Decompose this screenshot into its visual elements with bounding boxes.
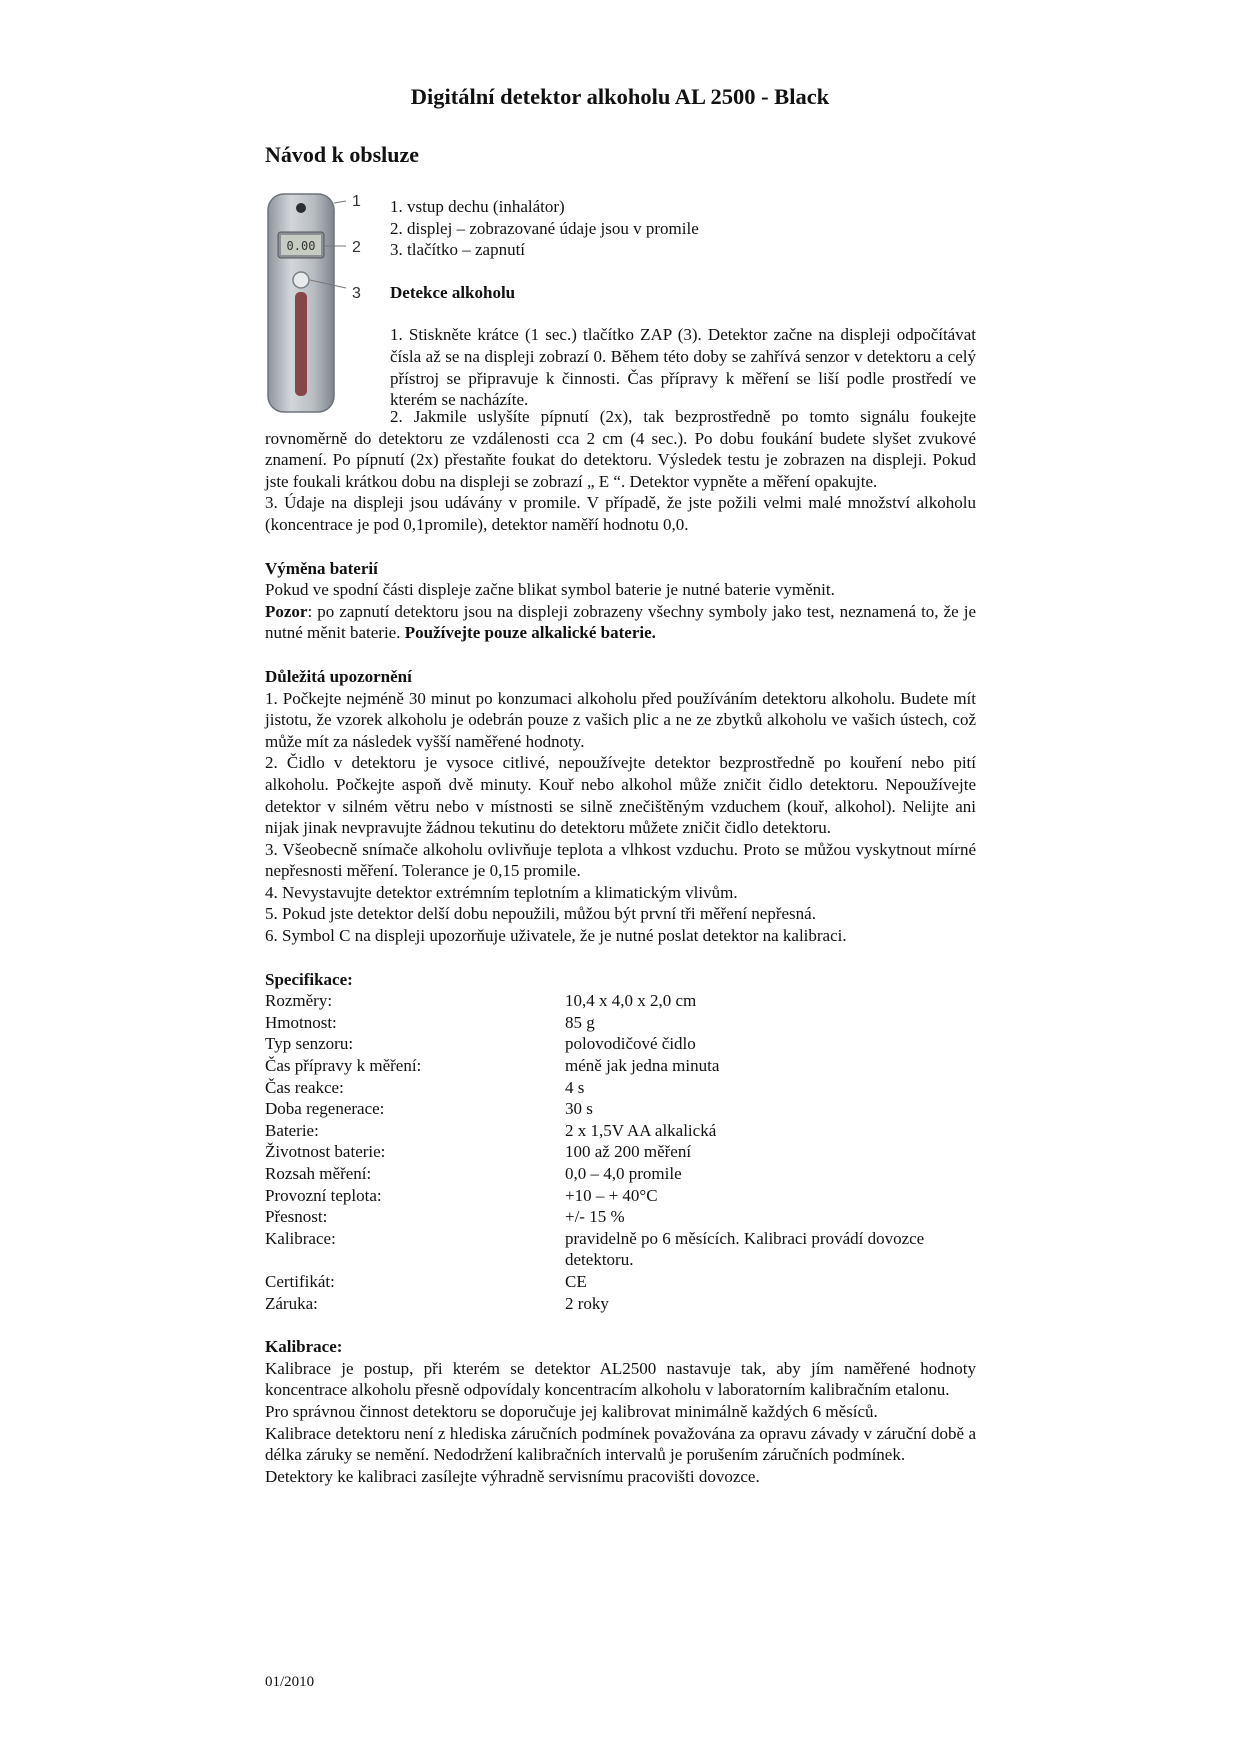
notice-item: 6. Symbol C na displeji upozorňuje uživatele, že je nutné poslat detektor na kalibraci. (265, 926, 847, 946)
spec-row: Certifikát: CE (265, 1271, 587, 1291)
part-item: 2. displej – zobrazované údaje jsou v promile (390, 218, 699, 238)
specs-heading: Specifikace: (265, 969, 353, 989)
document-title: Digitální detektor alkoholu AL 2500 - Black (410, 84, 830, 109)
battery-heading: Výměna baterií (265, 558, 378, 578)
device-display-reading: 0.00 (286, 239, 316, 253)
power-button (293, 272, 309, 288)
detection-step-3: 3. Údaje na displeji jsou udávány v promile. V případě, že jste požili velmi malé množství alkoholu (koncentrace je pod 0,1promile), detektor naměří hodnotu 0,0. (265, 493, 976, 534)
footer-date: 01/2010 (265, 1674, 315, 1690)
detection-heading: Detekce alkoholu (390, 282, 516, 302)
part-item: 3. tlačítko – zapnutí (390, 240, 526, 260)
spec-row: Provozní teplota: +10 – + 40°C (265, 1185, 658, 1205)
spec-row: Čas přípravy k měření: méně jak jedna minuta (265, 1056, 720, 1076)
notice-item: 1. Počkejte nejméně 30 minut po konzumaci alkoholu před používáním detektoru alkoholu. Budete mít jistotu, že vzorek alkoholu je odebrán pouze z vašich plic a ne ze zbytků alkoholu ve vašich ústech, což může mít za následek vyšší naměřené hodnoty. (265, 688, 976, 751)
spec-row: Životnost baterie: 100 až 200 měření (265, 1142, 692, 1162)
calibration-paragraph: Kalibrace je postup, při kterém se detektor AL2500 nastavuje tak, aby jím naměřené hodnoty koncentrace alkoholu přesně odpovídaly koncentracím alkoholu v laboratorním kalibračním etalonu. (265, 1358, 976, 1400)
notice-item: 2. Čidlo v detektoru je vysoce citlivé, nepoužívejte detektor bezprostředně po kouření nebo pití alkoholu. Počkejte aspoň dvě minuty. Kouř nebo alkohol může zničit čidlo detektoru. Nepoužívejte detektor v silném větru nebo v místnosti se silně znečištěným vzduchem (kouř, alkohol). Nelijte ani nijak jinak nevpravujte žádnou tekutinu do detektoru můžete zničit čidlo detektoru. (265, 753, 976, 838)
warning-label: Pozor (265, 601, 308, 621)
spec-row: Kalibrace: pravidelně po 6 měsících. Kalibraci provádí dovozce detektoru. (265, 1228, 925, 1270)
callout-2: 2 (352, 239, 361, 256)
notice-item: 3. Všeobecně snímače alkoholu ovlivňuje teplota a vlhkost vzduchu. Proto se můžou vyskytnout mírné nepřesnosti měření. Tolerance je 0,15 promile. (265, 839, 976, 881)
calibration-heading: Kalibrace: (265, 1337, 343, 1357)
spec-row: Rozměry: 10,4 x 4,0 x 2,0 cm (265, 991, 697, 1011)
spec-row: Doba regenerace: 30 s (265, 1099, 593, 1119)
calibration-paragraph: Kalibrace detektoru není z hlediska záručních podmínek považována za opravu závady v záruční době a délka záruky se nemění. Nedodržení kalibračních intervalů je porušením záručních podmínek. (265, 1423, 976, 1465)
detection-step-1: 1. Stiskněte krátce (1 sec.) tlačítko ZAP (3). Detektor začne na displeji odpočítávat čísla až se na displeji zobrazí 0. Během této doby se zahřívá senzor v detektoru a celý přístroj se připravuje k činnosti. Čas přípravy k měření se liší podle prostředí ve kterém se nacházíte. (390, 325, 976, 410)
spec-row: Baterie: 2 x 1,5V AA alkalická (265, 1120, 717, 1140)
notice-item: 5. Pokud jste detektor delší dobu nepoužili, můžou být první tři měření nepřesná. (265, 904, 816, 924)
spec-row: Záruka: 2 roky (265, 1293, 609, 1313)
spec-row: Hmotnost: 85 g (265, 1012, 595, 1032)
manual-heading: Návod k obsluze (265, 142, 420, 167)
specs-table (265, 990, 976, 1314)
warning-bold: Používejte pouze alkalické baterie. (404, 623, 656, 643)
part-item: 1. vstup dechu (inhalátor) (390, 197, 565, 216)
spec-row: Typ senzoru: polovodičové čidlo (265, 1034, 696, 1054)
notice-item: 4. Nevystavujte detektor extrémním teplotním a klimatickým vlivům. (265, 882, 738, 902)
device-grip-strip (295, 292, 307, 396)
battery-text: Pokud ve spodní části displeje začne blikat symbol baterie je nutné baterie vyměnit. (265, 580, 835, 600)
spec-row: Rozsah měření: 0,0 – 4,0 promile (265, 1164, 682, 1183)
callout-1: 1 (352, 193, 361, 210)
notices-heading: Důležitá upozornění (265, 666, 412, 686)
callout-3: 3 (352, 285, 361, 302)
calibration-paragraph: Pro správnou činnost detektoru se doporučuje jej kalibrovat minimálně každých 6 měsíců. (265, 1401, 878, 1421)
spec-row: Přesnost: +/- 15 % (265, 1207, 625, 1227)
detection-step-2: 2. Jakmile uslyšíte pípnutí (2x), tak bezprostředně po tomto signálu foukejte rovnoměrně do detektoru ze vzdálenosti cca 2 cm (4 sec.). Po dobu foukání budete slyšet zvukové znamení. Po pípnutí (2x) přestaňte foukat do detektoru. Výsledek testu je zobrazen na displeji. Pokud jste foukali krátkou dobu na displeji se zobrazí „ E “. Detektor vypněte a měření opakujte. (265, 407, 976, 491)
warning-text: : po zapnutí detektoru jsou na displeji zobrazeny všechny symboly jako test, neznamená to, že je nutné měnit baterie. (265, 601, 976, 643)
parts-and-detection-intro (390, 196, 976, 411)
breath-inlet (296, 203, 306, 213)
detection-continued (265, 406, 976, 1487)
breathalyzer-device-image (262, 188, 384, 420)
spec-row: Čas reakce: 4 s (265, 1077, 585, 1097)
battery-warning (265, 601, 976, 644)
calibration-paragraph: Detektory ke kalibraci zasílejte výhradně servisnímu pracovišti dovozce. (265, 1466, 760, 1486)
